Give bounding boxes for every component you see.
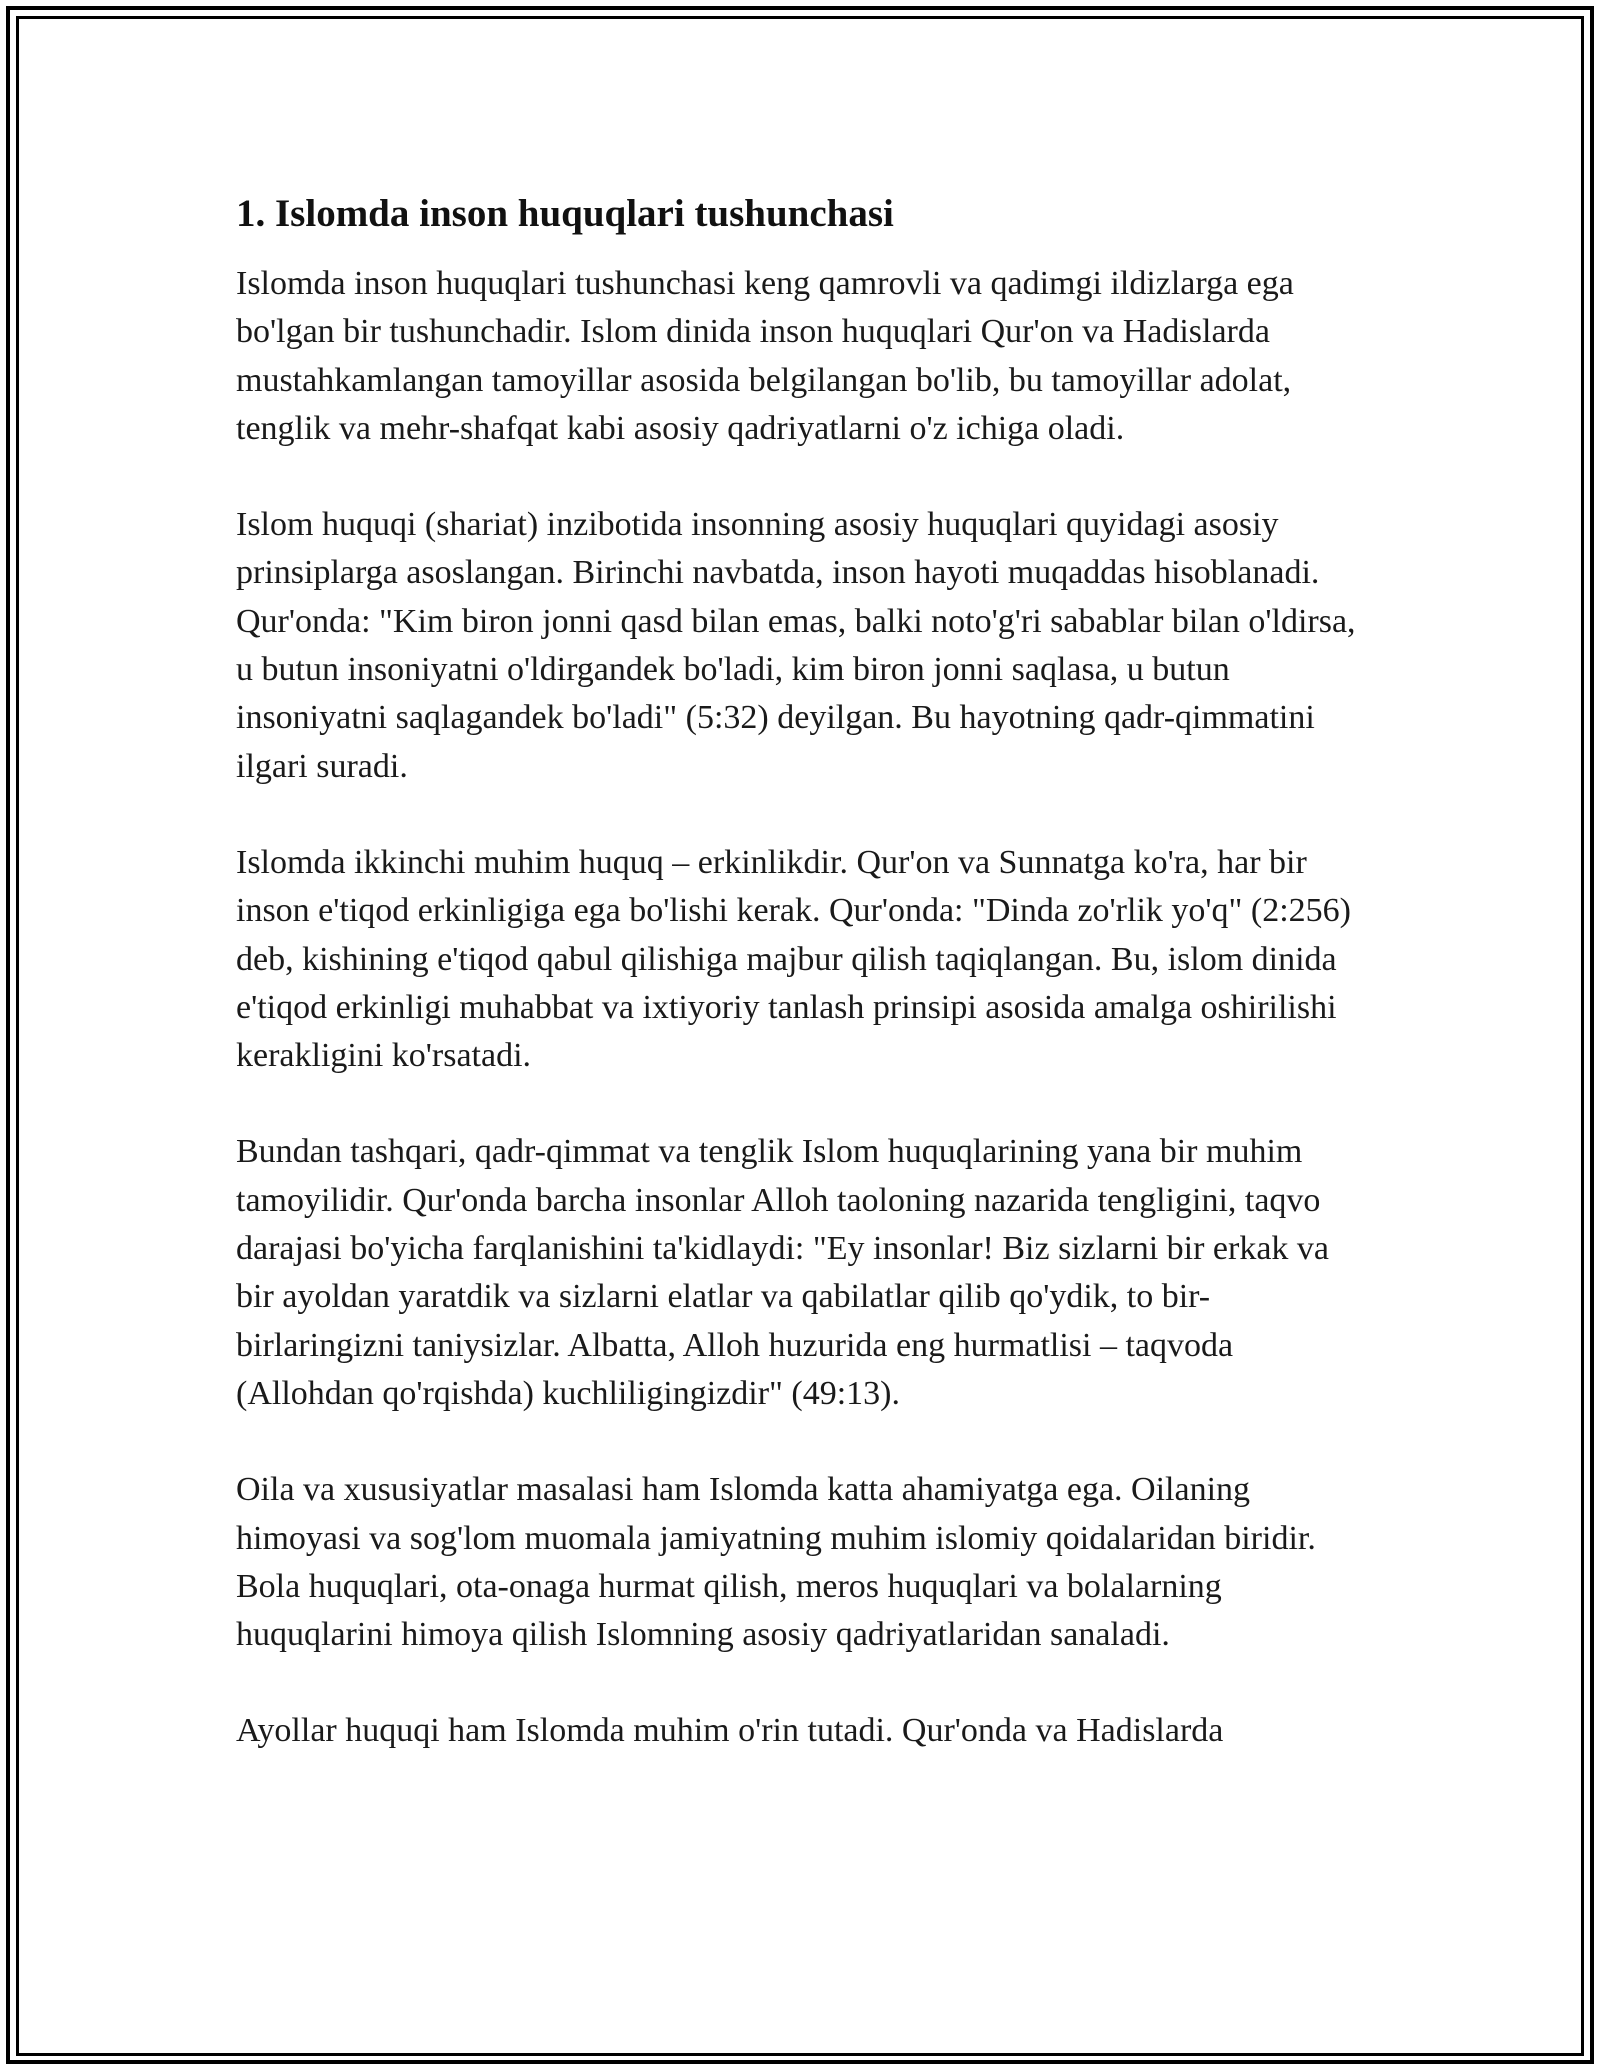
- document-body: [236, 188, 1366, 1756]
- paragraph-2: Islom huquqi (shariat) inzibotida insonning asosiy huquqlari quyidagi asosiy prinsiplarga asoslangan. Birinchi navbatda, inson hayoti muqaddas hisoblanadi. Qur'onda: "Kim biron jonni qasd bilan emas, balki noto'g'ri sabablar bilan o'ldirsa, u butun insoniyatni o'ldirgandek bo'ladi, kim biron jonni saqlasa, u butun insoniyatni saqlagandek bo'ladi" (5:32) deyilgan. Bu hayotning qadr-qimmatini ilgari suradi.: [236, 506, 1356, 785]
- paragraph-4: Bundan tashqari, qadr-qimmat va tenglik Islom huquqlarining yana bir muhim tamoyilidir. Qur'onda barcha insonlar Alloh taoloning nazarida tengligini, taqvo darajasi bo'yicha farqlanishini ta'kidlaydi: "Ey insonlar! Biz sizlarni bir erkak va bir ayoldan yaratdik va sizlarni elatlar va qabilatlar qilib qo'ydik, to bir-birlaringizni taniysizlar. Albatta, Alloh huzurida eng hurmatlisi – taqvoda (Allohdan qo'rqishda) kuchliligingizdir" (49:13).: [236, 1133, 1330, 1412]
- paragraph-1: Islomda inson huquqlari tushunchasi keng qamrovli va qadimgi ildizlarga ega bo'lgan bir tushunchadir. Islom dinida inson huquqlari Qur'on va Hadislarda mustahkamlangan tamoyillar asosida belgilangan bo'lib, bu tamoyillar adolat, tenglik va mehr-shafqat kabi asosiy qadriyatlarni o'z ichiga oladi.: [236, 265, 1294, 447]
- section-title: 1. Islomda inson huquqlari tushunchasi: [236, 192, 894, 235]
- paragraph-5: Oila va xususiyatlar masalasi ham Islomda katta ahamiyatga ega. Oilaning himoyasi va sog'lom muomala jamiyatning muhim islomiy qoidalaridan biridir. Bola huquqlari, ota-onaga hurmat qilish, meros huquqlari va bolalarning huquqlarini himoya qilish Islomning asosiy qadriyatlaridan sanaladi.: [236, 1471, 1316, 1654]
- paragraph-3: Islomda ikkinchi muhim huquq – erkinlikdir. Qur'on va Sunnatga ko'ra, har bir inson e'tiqod erkinligiga ega bo'lishi kerak. Qur'onda: "Dinda zo'rlik yo'q" (2:256) deb, kishining e'tiqod qabul qilishiga majbur qilish taqiqlangan. Bu, islom dinida e'tiqod erkinligi muhabbat va ixtiyoriy tanlash prinsipi asosida amalga oshirilishi kerakligini ko'rsatadi.: [236, 843, 1351, 1075]
- paragraph-6: Ayollar huquqi ham Islomda muhim o'rin tutadi. Qur'onda va Hadislarda: [236, 1712, 1224, 1750]
